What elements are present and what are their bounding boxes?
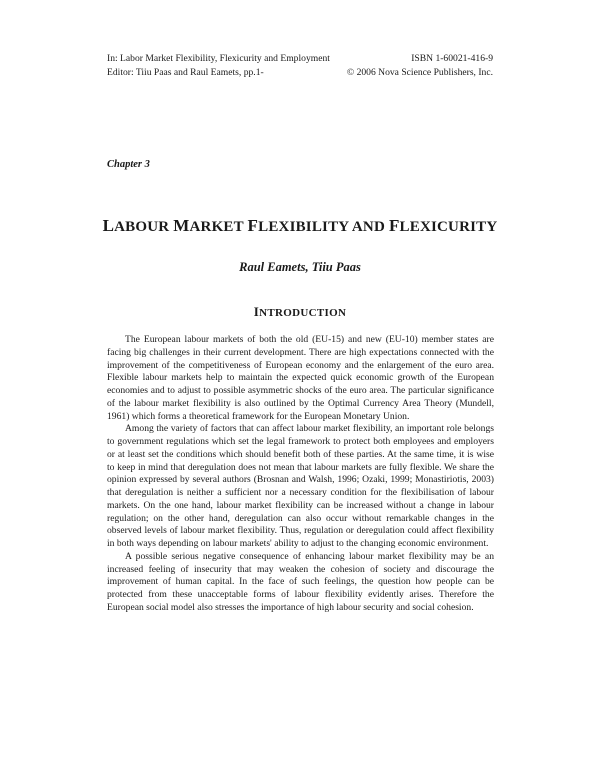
source-book: In: Labor Market Flexibility, Flexicurity and Employment [107, 53, 330, 64]
editors: Editor: Tiiu Paas and Raul Eamets, pp.1- [107, 67, 264, 78]
section-initial: I [253, 304, 260, 319]
paragraph: A possible serious negative consequence of enhancing labour market flexibility may be an increased feeling of insecurity that may weaken the cohesion of society and discourage the improvement of human capital. In the face of such feelings, the question how people can be protected from these unacceptable forms of labour flexibility evidently arises. Therefore the European social model also stresses the importance of high labour security and social cohesion. [107, 550, 494, 613]
title-initial: M [173, 216, 190, 235]
section-heading [0, 304, 600, 320]
chapter-title [60, 216, 540, 236]
title-part: ABOUR [114, 219, 174, 235]
copyright: © 2006 Nova Science Publishers, Inc. [346, 67, 493, 78]
body-text [107, 334, 494, 615]
title-initial: F [247, 216, 259, 235]
title-initial: L [102, 216, 115, 235]
section-rest: NTRODUCTION [259, 307, 347, 319]
title-part: LEXIBILITY AND [258, 219, 389, 235]
paragraph: The European labour markets of both the old (EU-15) and new (EU-10) member states are facing big challenges in their current development. There are high expectations connected with the improvement of the competitiveness of European economy and the enlargement of the euro area. Flexible labour markets help to maintain the expected quick economic growth of the European economies and to adjust to possible asymmetric shocks of the euro area. The particular significance of the labour market flexibility is also outlined by the Optimal Currency Area Theory (Mundell, 1961) which forms a theoretical framework for the European Monetary Union. [107, 334, 494, 422]
title-initial: F [388, 216, 400, 235]
running-header-line-2 [107, 67, 493, 79]
authors: Raul Eamets, Tiiu Paas [239, 260, 361, 274]
isbn: ISBN 1-60021-416-9 [411, 53, 493, 64]
chapter-label: Chapter 3 [107, 159, 150, 170]
title-part: LEXICURITY [399, 219, 498, 235]
title-part: ARKET [189, 219, 248, 235]
running-header-line-1 [107, 53, 493, 65]
paragraph: Among the variety of factors that can affect labour market flexibility, an important role belongs to government regulations which set the legal framework to protect both employees and employers or at least set the conditions which should benefit both of these parties. At the same time, it is wise to keep in mind that deregulation does not mean that labour markets are fully flexible. We share the opinion expressed by several authors (Brosnan and Walsh, 1996; Ozaki, 1999; Monastiriotis, 2003) that deregulation is neither a sufficient nor a necessary condition for the flexibilisation of labour markets. On the one hand, labour market flexibility can be increased without a change in labour regulation; on the other hand, deregulation can also occur without remarkable changes in the observed levels of labour market flexibility. Thus, regulation or deregulation could affect flexibility in both ways depending on labour markets' ability to adjust to the changing economic environment. [107, 423, 494, 549]
